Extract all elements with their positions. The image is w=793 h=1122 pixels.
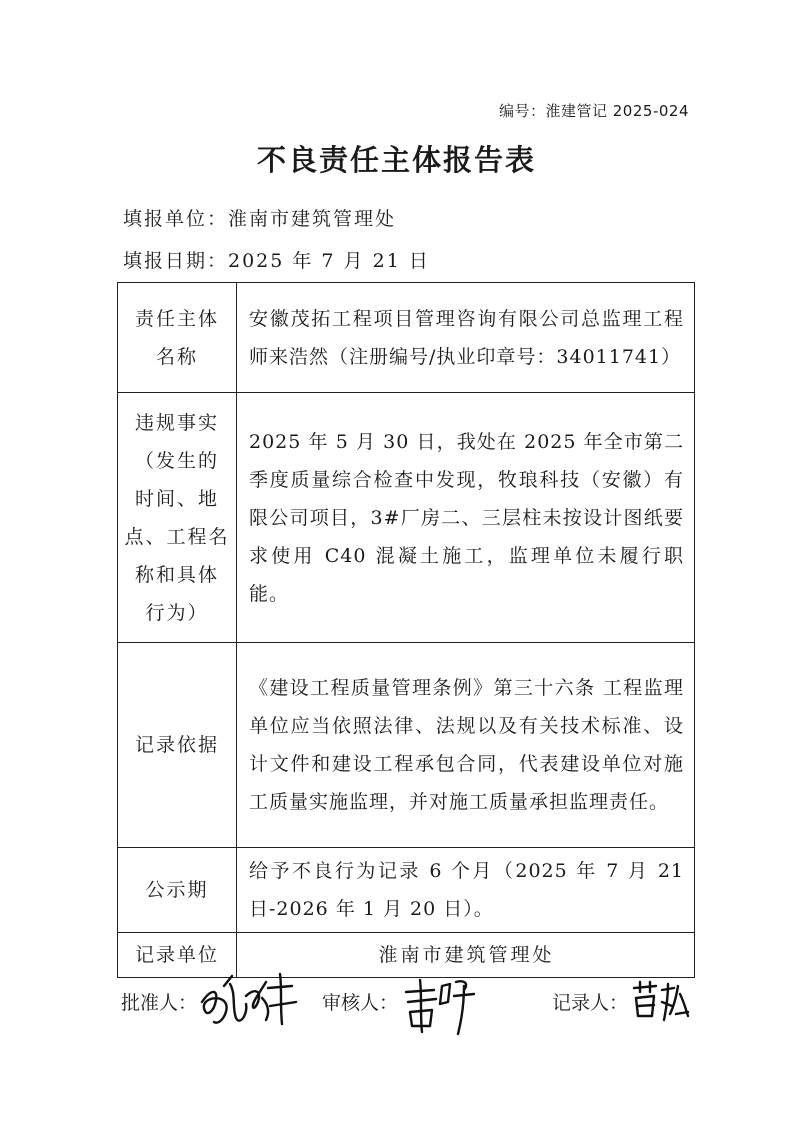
filing-unit: 填报单位：淮南市建筑管理处 [123,208,397,230]
basis-label: 记录依据 [118,643,237,848]
recorder-label: 记录人： [552,992,629,1014]
table-row-basis [118,643,695,848]
subject-content: 安徽茂拓工程项目管理咨询有限公司总监理工程师来浩然（注册编号/执业印章号：34011741） [237,283,695,393]
approver-label: 批准人： [121,992,198,1014]
document-number: 编号：淮建管记 2025-024 [499,102,689,120]
subject-label [118,283,237,393]
violation-label-line: （发生的 [134,449,219,472]
subject-label-line: 责任主体 [134,307,219,330]
table-row-subject [118,283,695,393]
reviewer-label: 审核人： [322,992,399,1014]
violation-label-line: 点、工程名 [124,525,230,548]
reviewer-signature [400,972,480,1038]
page-title: 不良责任主体报告表 [256,143,536,177]
basis-content: 《建设工程质量管理条例》第三十六条 工程监理单位应当依照法律、法规以及有关技术标准、设计文件和建设工程承包合同，代表建设单位对施工质量实施监理，并对施工质量承担监理责任。 [237,643,695,848]
violation-content: 2025 年 5 月 30 日，我处在 2025 年全市第二季度质量综合检查中发现，牧琅科技（安徽）有限公司项目，3#厂房二、三层柱未按设计图纸要求使用 C40 混凝土施工，监理单位未履行职能。 [237,393,695,643]
violation-label-line: 称和具体 [134,563,219,586]
period-label: 公示期 [118,848,237,933]
report-table [117,282,695,978]
violation-label-line: 违规事实 [134,411,219,434]
subject-label-line: 名称 [155,345,198,368]
period-content: 给予不良行为记录 6 个月（2025 年 7 月 21 日-2026 年 1 月 20 日）。 [237,848,695,933]
approver-signature [196,968,306,1032]
signature-area [0,980,793,1050]
violation-label-line: 时间、地 [134,487,219,510]
violation-label [118,393,237,643]
recorder-unit-label: 记录单位 [118,933,237,978]
violation-label-line: 行为） [145,601,209,624]
recorder-signature [630,980,690,1024]
filing-date: 填报日期：2025 年 7 月 21 日 [123,250,430,272]
table-row-period [118,848,695,933]
recorder-unit-content: 淮南市建筑管理处 [237,933,695,978]
table-row-violation [118,393,695,643]
